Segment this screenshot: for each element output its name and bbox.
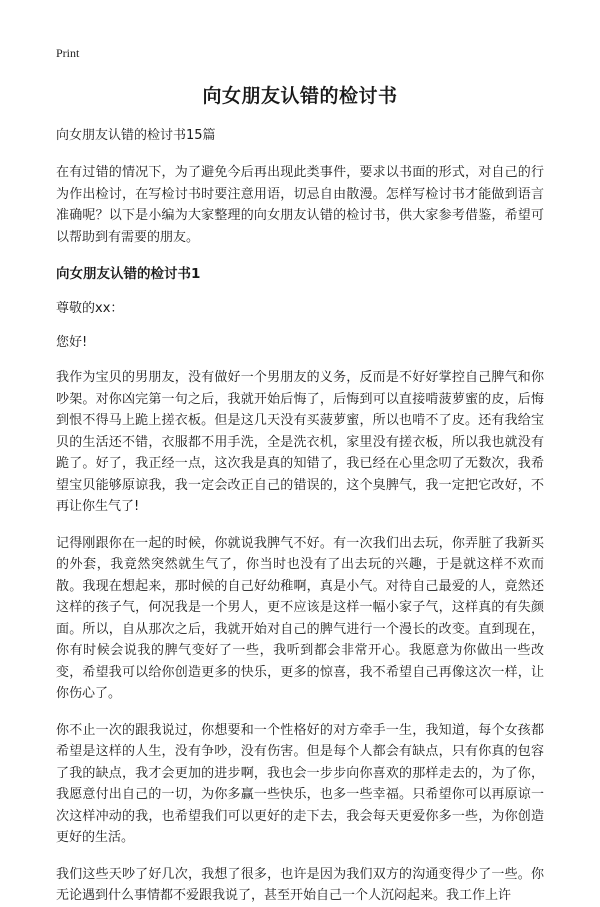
- subtitle: 向女朋友认错的检讨书15篇: [56, 128, 216, 143]
- greeting: 尊敬的xx：: [56, 301, 124, 316]
- section-heading: 向女朋友认错的检讨书1: [56, 266, 201, 282]
- body-paragraph-2: 记得刚跟你在一起的时候，你就说我脾气不好。有一次我们出去玩，你弄脏了我新买的外套，我竟然突然就生气了，你当时也没有了出去玩的兴趣，于是就这样不欢而散。我现在想起来，那时候的自己好幼稚啊，真是小气。对待自己最爱的人，竟然还这样的孩子气，何况我是一个男人，更不应该是这样一幅小家子气，这样真的有失颜面。所以，自从那次之后，我就开始对自己的脾气进行一个漫长的改变。直到现在，你有时候会说我的脾气变好了一些，我听到都会非常开心。我愿意为你做出一些改变，希望我可以给你创造更多的快乐，更多的惊喜，我不希望自己再像这次一样，让你伤心了。: [56, 535, 544, 701]
- hello-line: 您好!: [56, 335, 88, 350]
- body-paragraph-4: 我们这些天吵了好几次，我想了很多，也许是因为我们双方的沟通变得少了一些。你无论遇到什么事情都不爱跟我说了，甚至开始自己一个人沉闷起来。我工作上许: [56, 866, 544, 903]
- body-paragraph-3: 你不止一次的跟我说过，你想要和一个性格好的对方牵手一生，我知道，每个女孩都希望是这样的人生，没有争吵，没有伤害。但是每个人都会有缺点，只有你真的包容了我的缺点，我才会更加的进步啊，我也会一步步向你喜欢的那样走去的，为了你，我愿意付出自己的一切，为你多赢一些快乐，也多一些幸福。只希望你可以再原谅一次这样冲动的我，也希望我们可以更好的走下去，我会每天更爱你多一些，为你创造更好的生活。: [56, 722, 544, 845]
- print-link[interactable]: Print: [56, 46, 80, 60]
- intro-paragraph: 在有过错的情况下，为了避免今后再出现此类事件，要求以书面的形式，对自己的行为作出检讨，在写检讨书时要注意用语，切忌自由散漫。怎样写检讨书才能做到语言准确呢？以下是小编为大家整理的向女朋友认错的检讨书，供大家参考借鉴，希望可以帮助到有需要的朋友。: [56, 165, 544, 245]
- body-paragraph-1: 我作为宝贝的男朋友，没有做好一个男朋友的义务，反而是不好好掌控自己脾气和你吵架。对你凶完第一句之后，我就开始后悔了，后悔到可以直接啃菠萝蜜的皮，后悔到恨不得马上跪上搓衣板。但是这几天没有买菠萝蜜，所以也啃不了皮。还有我给宝贝的生活还不错，衣服都不用手洗，全是洗衣机，家里没有搓衣板，所以我也就没有跪了。好了，我正经一点，这次我是真的知错了，我已经在心里念叨了无数次，我希望宝贝能够原谅我，我一定会改正自己的错误的，这个臭脾气，我一定把它改好，不再让你生气了!: [56, 370, 544, 514]
- page-title: 向女朋友认错的检讨书: [202, 85, 398, 107]
